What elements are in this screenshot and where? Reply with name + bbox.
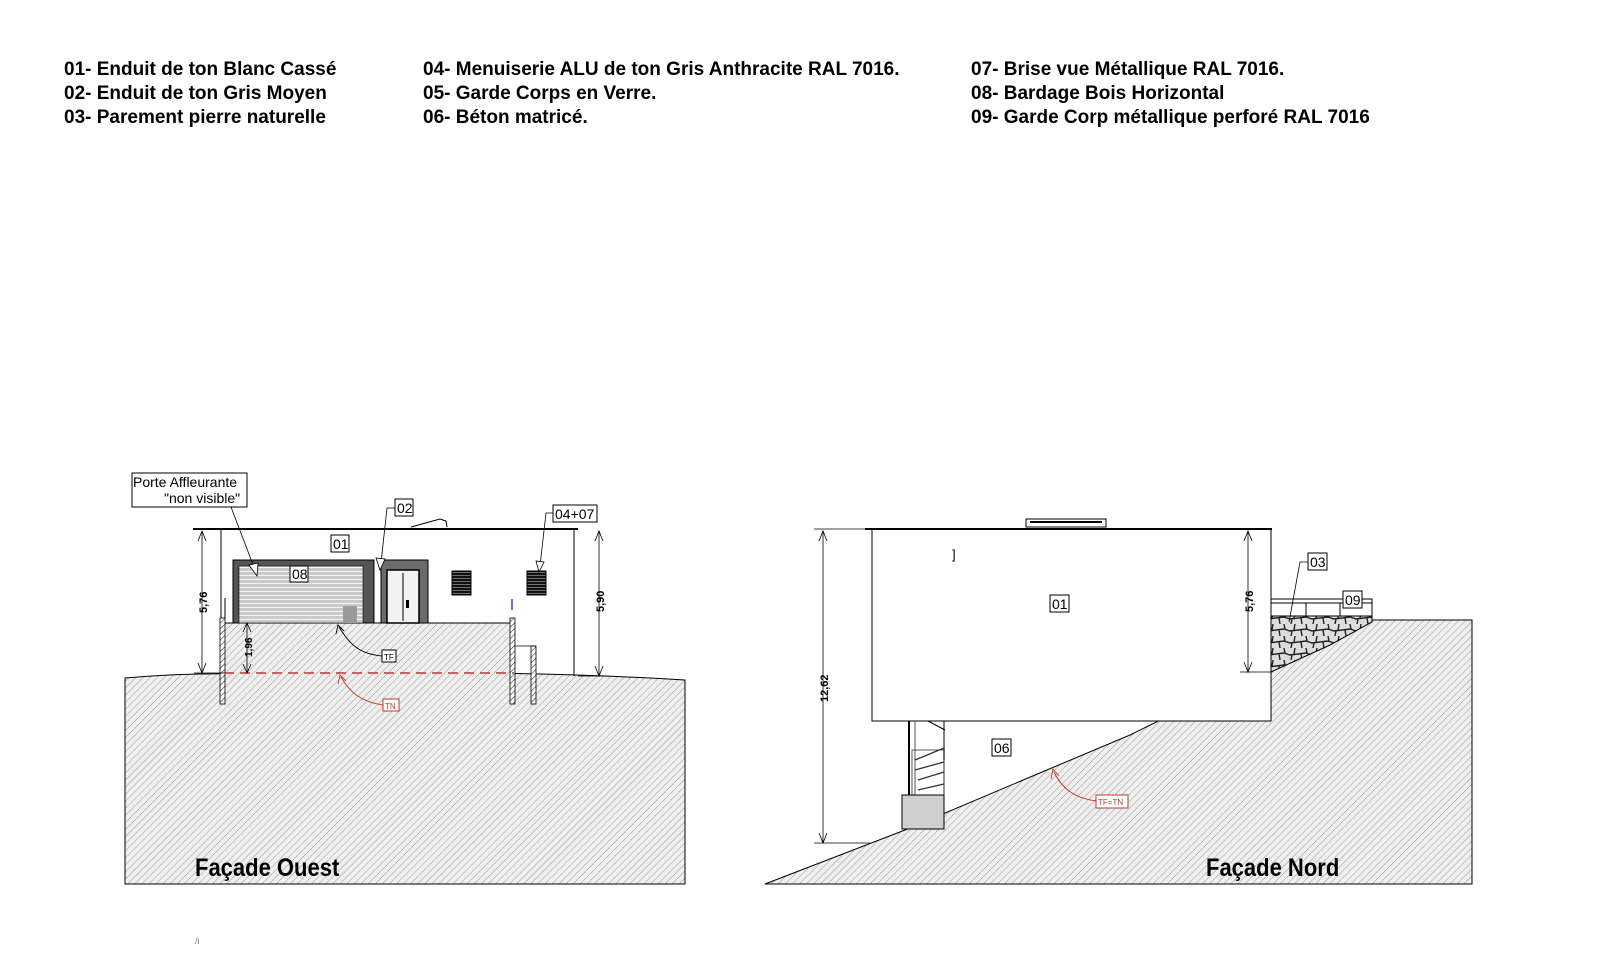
ouest-terrace-soil (224, 623, 514, 675)
ouest-roof-skylight (411, 519, 447, 527)
legend-item-08: 08- Bardage Bois Horizontal (971, 83, 1225, 104)
nord-dim-right-label: 5,76 (1244, 590, 1256, 612)
ouest-tag-01: 01 (333, 536, 349, 552)
ouest-tag-08: 08 (292, 566, 308, 582)
ouest-post-3 (531, 646, 536, 704)
nord-tag-06: 06 (994, 740, 1010, 756)
nord-dim-left-label: 12,62 (819, 674, 831, 702)
ouest-tag-02: 02 (397, 500, 413, 516)
legend-item-06: 06- Béton matricé. (423, 107, 588, 128)
legend-item-04: 04- Menuiserie ALU de ton Gris Anthracite RAL 7016. (423, 59, 900, 80)
legend-item-05: 05- Garde Corps en Verre. (423, 83, 657, 104)
nord-small-mark: ] (952, 547, 956, 562)
legend-item-03: 03- Parement pierre naturelle (64, 107, 326, 128)
facade-nord-title: Façade Nord (1206, 854, 1340, 882)
nord-tag-01: 01 (1052, 596, 1068, 612)
facade-nord (765, 519, 1472, 884)
facade-ouest (125, 473, 685, 884)
ouest-dim-inner-label: 1,96 (244, 637, 255, 657)
legend-item-09: 09- Garde Corp métallique perforé RAL 7016 (971, 107, 1370, 128)
facade-ouest-title: Façade Ouest (195, 854, 340, 882)
ouest-louvre-right (527, 571, 546, 595)
legend-item-01: 01- Enduit de ton Blanc Cassé (64, 59, 337, 80)
nord-main-volume (872, 529, 1271, 721)
stray-mark: /i (195, 936, 200, 946)
ouest-louvre-left (452, 571, 471, 595)
nord-stairs-base (902, 795, 944, 829)
ouest-post-2 (510, 618, 515, 704)
nord-tag-03: 03 (1310, 554, 1326, 570)
nord-tag-09: 09 (1345, 592, 1361, 608)
ouest-post-1 (220, 618, 225, 704)
ouest-tag-04-07: 04+07 (555, 506, 595, 522)
legend-item-07: 07- Brise vue Métallique RAL 7016. (971, 59, 1285, 80)
ouest-tag-tf: TF (384, 653, 394, 662)
ouest-dim-right-label: 5,90 (595, 590, 607, 612)
ouest-ground (125, 673, 685, 884)
ouest-note-line2: "non visible" (164, 490, 241, 506)
ouest-dim-left-label: 5,76 (198, 591, 210, 613)
nord-tag-tf-tn: TF=TN (1098, 798, 1124, 807)
ouest-tag-tn: TN (385, 702, 396, 711)
legend-item-02: 02- Enduit de ton Gris Moyen (64, 83, 327, 104)
ouest-note-line1: Porte Affleurante (133, 474, 238, 490)
